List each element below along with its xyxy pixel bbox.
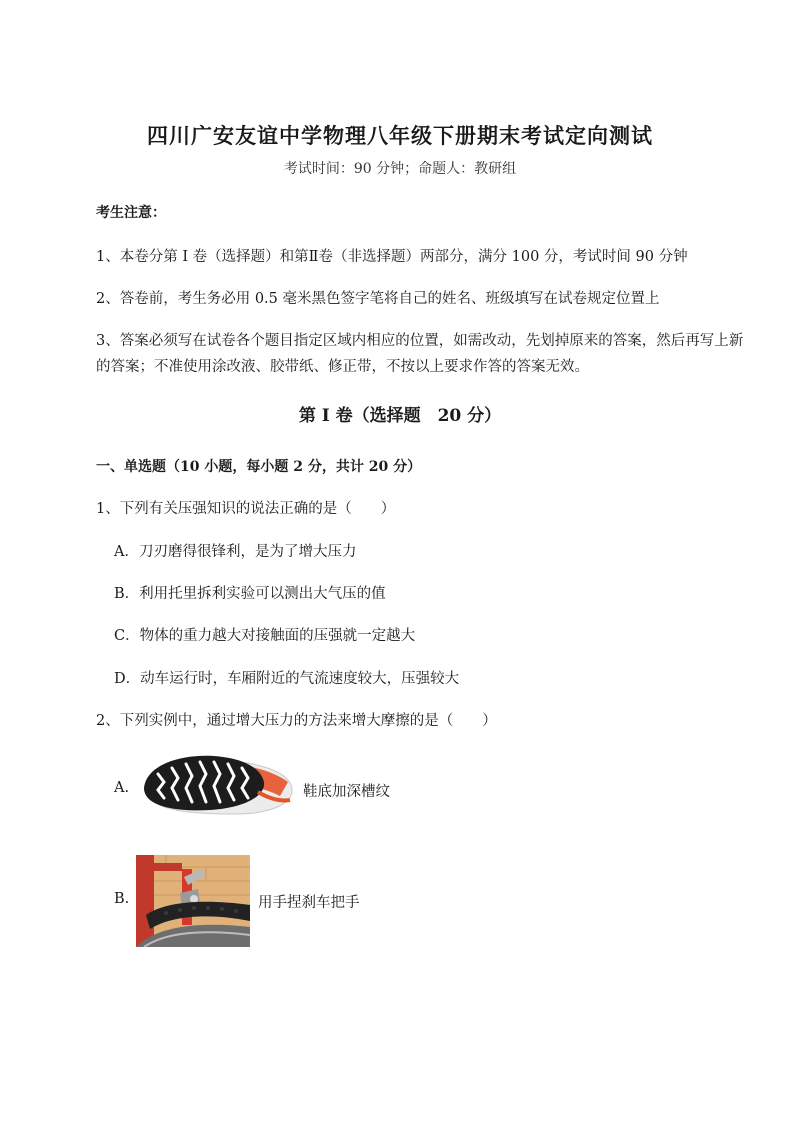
question-2-option-b-text: 用手捏刹车把手	[258, 895, 360, 911]
notice-heading: 考生注意：	[96, 205, 166, 221]
question-2-option-b-letter: B.	[114, 891, 130, 907]
shoe-sole-image	[140, 752, 295, 822]
question-1-option-a: A．刀刃磨得很锋利，是为了增大压力	[114, 544, 357, 560]
notice-item-3-cont: 的答案；不准使用涂改液、胶带纸、修正带，不按以上要求作答的答案无效。	[96, 359, 589, 375]
bike-brake-image	[136, 855, 250, 947]
section-title: 第 I 卷（选择题 20 分）	[298, 406, 502, 426]
notice-item-3: 3、答案必须写在试卷各个题目指定区域内相应的位置，如需改动，先划掉原来的答案，然后再写上新	[96, 333, 744, 349]
question-2-option-a-letter: A.	[114, 780, 130, 796]
question-1-option-d: D．动车运行时，车厢附近的气流速度较大，压强较大	[114, 671, 460, 687]
exam-info: 考试时间：90 分钟；命题人：教研组	[283, 161, 517, 177]
notice-item-1: 1、本卷分第 I 卷（选择题）和第Ⅱ卷（非选择题）两部分，满分 100 分，考试时间 90 分钟	[96, 249, 688, 265]
page-title: 四川广安友谊中学物理八年级下册期末考试定向测试	[147, 123, 653, 148]
question-1-stem: 1、下列有关压强知识的说法正确的是（ ）	[96, 501, 396, 517]
question-1-option-c: C．物体的重力越大对接触面的压强就一定越大	[114, 628, 416, 644]
question-2-stem: 2、下列实例中，通过增大压力的方法来增大摩擦的是（ ）	[96, 713, 497, 729]
notice-item-2: 2、答卷前，考生务必用 0.5 毫米黑色签字笔将自己的姓名、班级填写在试卷规定位置上	[96, 291, 660, 307]
part-title: 一、单选题（10 小题，每小题 2 分，共计 20 分）	[96, 459, 422, 475]
question-2-option-a-text: 鞋底加深槽纹	[303, 784, 390, 800]
question-1-option-b: B．利用托里拆利实验可以测出大气压的值	[114, 586, 386, 602]
